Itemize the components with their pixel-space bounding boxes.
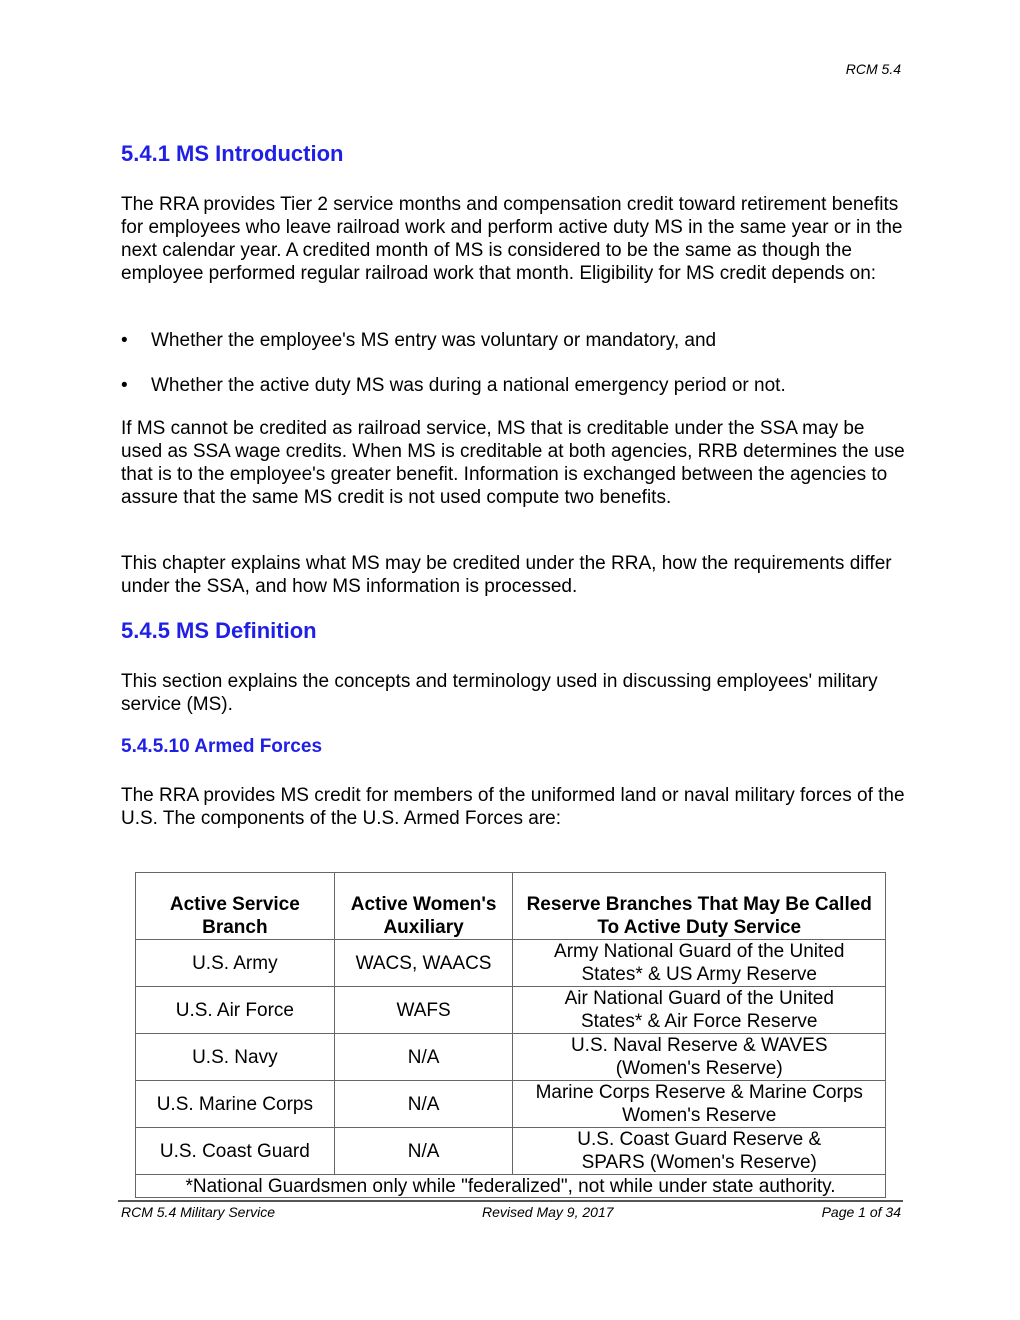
- cell-reserve: U.S. Coast Guard Reserve & SPARS (Women's Reserve): [513, 1128, 886, 1175]
- cell-reserve: Marine Corps Reserve & Marine Corps Women's Reserve: [513, 1081, 886, 1128]
- cell-branch: U.S. Marine Corps: [136, 1081, 335, 1128]
- cell-auxiliary: WACS, WAACS: [334, 940, 513, 987]
- cell-auxiliary: N/A: [334, 1034, 513, 1081]
- table-row: [136, 1034, 886, 1081]
- page-header-doc-id: RCM 5.4: [845, 61, 901, 77]
- table-row: [136, 1081, 886, 1128]
- header-reserve-branches: Reserve Branches That May Be Called To Active Duty Service: [513, 873, 886, 940]
- table-header-row: [136, 873, 886, 940]
- table-footnote: *National Guardsmen only while "federalized", not while under state authority.: [136, 1175, 886, 1198]
- footer-doc-title: RCM 5.4 Military Service: [121, 1204, 276, 1220]
- footer-page-number: Page 1 of 34: [821, 1204, 901, 1220]
- cell-reserve: U.S. Naval Reserve & WAVES (Women's Reserve): [513, 1034, 886, 1081]
- table-row: [136, 987, 886, 1034]
- section-heading-ms-definition: 5.4.5 MS Definition: [121, 618, 317, 643]
- cell-auxiliary: WAFS: [334, 987, 513, 1034]
- cell-branch: U.S. Army: [136, 940, 335, 987]
- chapter-overview-paragraph: This chapter explains what MS may be credited under the RRA, how the requirements differ under the SSA, and how MS information is processed.: [121, 553, 892, 597]
- intro-paragraph: The RRA provides Tier 2 service months and compensation credit toward retirement benefits for employees who leave railroad work and perform active duty MS in the same year or in the next calendar year. A credited month of MS is considered to be the same as though the employee performed regular railroad work that month. Eligibility for MS credit depends on:: [121, 194, 903, 284]
- cell-auxiliary: N/A: [334, 1081, 513, 1128]
- cell-branch: U.S. Coast Guard: [136, 1128, 335, 1175]
- table-row: [136, 1128, 886, 1175]
- header-active-womens-auxiliary: Active Women's Auxiliary: [334, 873, 513, 940]
- cell-branch: U.S. Air Force: [136, 987, 335, 1034]
- bullet-icon: •: [121, 330, 128, 351]
- bullet-icon: •: [121, 375, 128, 396]
- cell-reserve: Air National Guard of the United States* & Air Force Reserve: [513, 987, 886, 1034]
- header-active-service-branch: Active Service Branch: [136, 873, 335, 940]
- definition-paragraph: This section explains the concepts and terminology used in discussing employees' military service (MS).: [121, 671, 878, 715]
- table-note-row: [136, 1175, 886, 1198]
- footer-divider: [118, 1200, 903, 1202]
- armed-forces-paragraph: The RRA provides MS credit for members of the uniformed land or naval military forces of the U.S. The components of the U.S. Armed Forces are:: [121, 785, 905, 829]
- table-row: [136, 940, 886, 987]
- section-heading-ms-introduction: 5.4.1 MS Introduction: [121, 141, 344, 166]
- footer-revision-date: Revised May 9, 2017: [482, 1204, 614, 1220]
- ssa-credit-paragraph: If MS cannot be credited as railroad service, MS that is creditable under the SSA may be used as SSA wage credits. When MS is creditable at both agencies, RRB determines the use that is to the employee's greater benefit. Information is exchanged between the agencies to assure that the same MS credit is not used compute two benefits.: [121, 418, 905, 508]
- armed-forces-table: [135, 872, 886, 1198]
- subsection-heading-armed-forces: 5.4.5.10 Armed Forces: [121, 736, 323, 757]
- cell-reserve: Army National Guard of the United States* & US Army Reserve: [513, 940, 886, 987]
- cell-branch: U.S. Navy: [136, 1034, 335, 1081]
- cell-auxiliary: N/A: [334, 1128, 513, 1175]
